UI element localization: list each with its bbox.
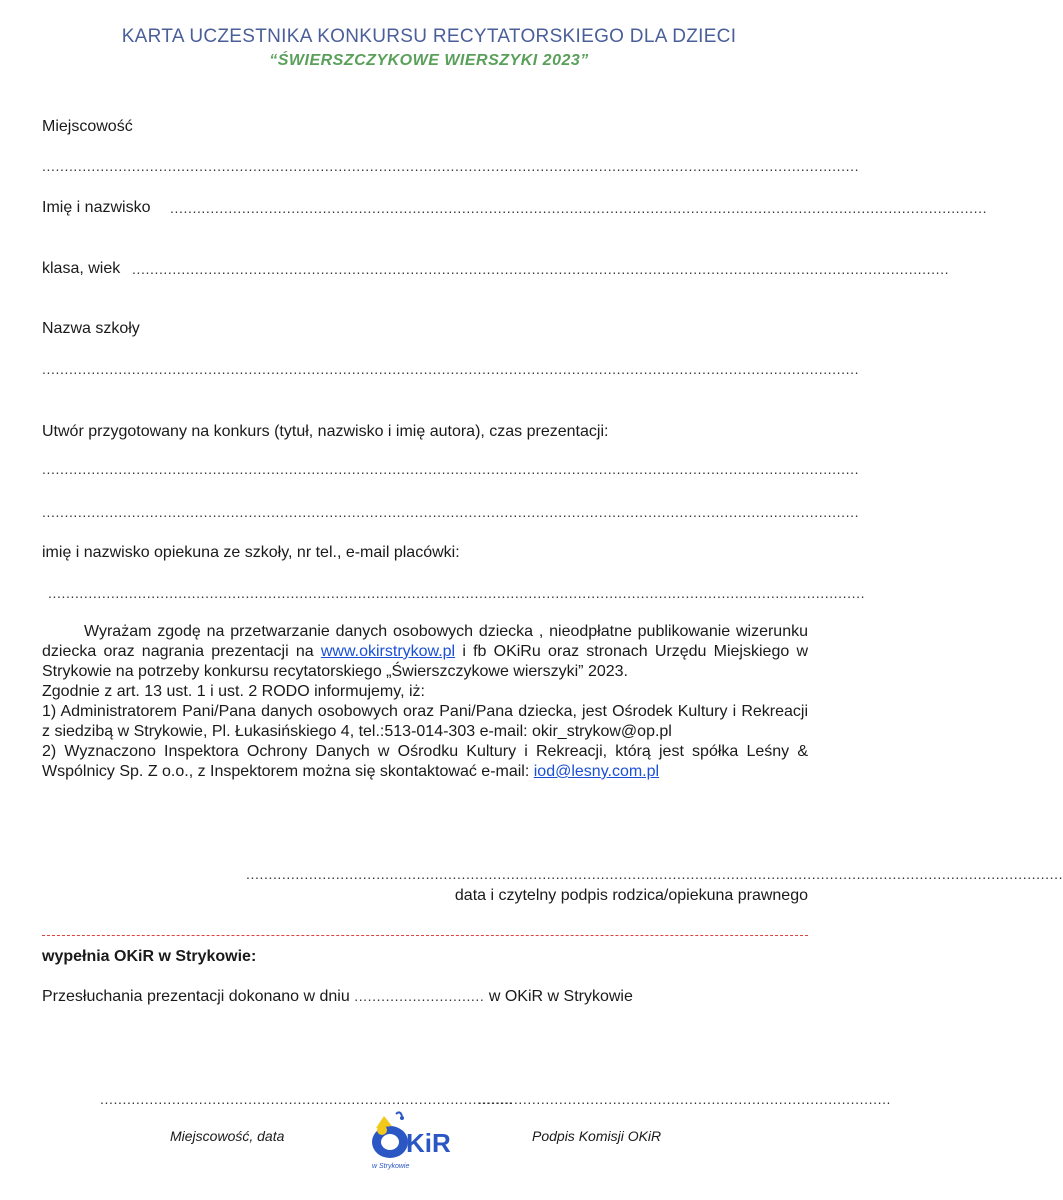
field-label-nazwa-szkoly: Nazwa szkoły (42, 320, 140, 337)
field-label-utwor: Utwór przygotowany na konkurs (tytuł, nazwisko i imię autora), czas prezentacji: (42, 423, 609, 440)
fill-line-miejscowosc: ...................................................................................................................................................................................... (42, 158, 860, 174)
fill-line-utwor-2: ...................................................................................................................................................................................... (42, 504, 860, 520)
page-subtitle: “ŚWIERSZCZYKOWE WIERSZYKI 2023” (269, 52, 589, 69)
footer-label-place-date: Miejscowość, data (170, 1128, 285, 1144)
field-label-klasa-wiek: klasa, wiek (42, 260, 121, 277)
rodo-intro: Zgodnie z art. 13 ust. 1 i ust. 2 RODO informujemy, iż: (42, 683, 425, 700)
office-audition-line: Przesłuchania prezentacji dokonano w dniu ............................. w OKiR w Strykowie (42, 988, 633, 1005)
office-heading: wypełnia OKiR w Strykowie: (42, 948, 257, 965)
fill-line-klasa-wiek: ...................................................................................................................................................................................... (132, 261, 950, 277)
footer-label-committee: Podpis Komisji OKiR (532, 1128, 662, 1144)
signature-line-parent: ...................................................................................................................................................................................... (246, 866, 1063, 882)
signature-line-committee: ............................................................................................ (478, 1091, 892, 1107)
logo-tagline: w Strykowie (372, 1163, 410, 1170)
signature-line-place-date: ............................................................................................ (100, 1091, 514, 1107)
consent-paragraph: Wyrażam zgodę na przetwarzanie danych osobowych dziecka , nieodpłatne publikowanie wizerunku dziecka oraz nagrania prezentacji na www.okirstrykow.pl i fb OKiRu oraz stronach Urzędu Miejskiego w Strykowie na potrzeby konkursu recytatorskiego „Świerszczykowe wierszyki” 2023. (42, 623, 809, 680)
consent-text (42, 622, 808, 782)
field-label-imie-nazwisko: Imię i nazwisko (42, 199, 151, 216)
fill-line-imie-nazwisko: ...................................................................................................................................................................................... (170, 200, 988, 216)
fill-line-audition-date: ............................. (354, 988, 485, 1004)
fill-line-nazwa-szkoly: ...................................................................................................................................................................................... (42, 361, 860, 377)
okir-website-link[interactable]: www.okirstrykow.pl (320, 643, 456, 660)
logo-text: KiR (406, 1128, 451, 1158)
okir-logo (366, 1108, 486, 1172)
okir-logo-graphic (366, 1108, 486, 1172)
field-label-miejscowosc: Miejscowość (42, 118, 133, 135)
rodo-point-2: 2) Wyznaczono Inspektora Ochrony Danych w Ośrodku Kultury i Rekreacji, którą jest spółka Leśny & Wspólnicy Sp. Z o.o., z Inspektorem można się skontaktować e-mail: iod@lesny.com.pl (42, 743, 808, 780)
fill-line-opiekun: ...................................................................................................................................................................................... (48, 585, 866, 601)
iod-email-link[interactable]: iod@lesny.com.pl (533, 763, 660, 780)
field-label-opiekun: imię i nazwisko opiekuna ze szkoły, nr tel., e-mail placówki: (42, 544, 460, 561)
page-title: KARTA UCZESTNIKA KONKURSU RECYTATORSKIEGO DLA DZIECI (121, 26, 737, 47)
section-divider (42, 935, 808, 936)
rodo-point-1: 1) Administratorem Pani/Pana danych osobowych oraz Pani/Pana dziecka, jest Ośrodek Kultury i Rekreacji z siedzibą w Strykowie, Pl. Łukasińskiego 4, tel.:513-014-303 e-mail: okir_strykow@op.pl (42, 703, 808, 740)
signature-caption: data i czytelny podpis rodzica/opiekuna prawnego (454, 887, 808, 904)
fill-line-utwor-1: ...................................................................................................................................................................................... (42, 461, 860, 477)
